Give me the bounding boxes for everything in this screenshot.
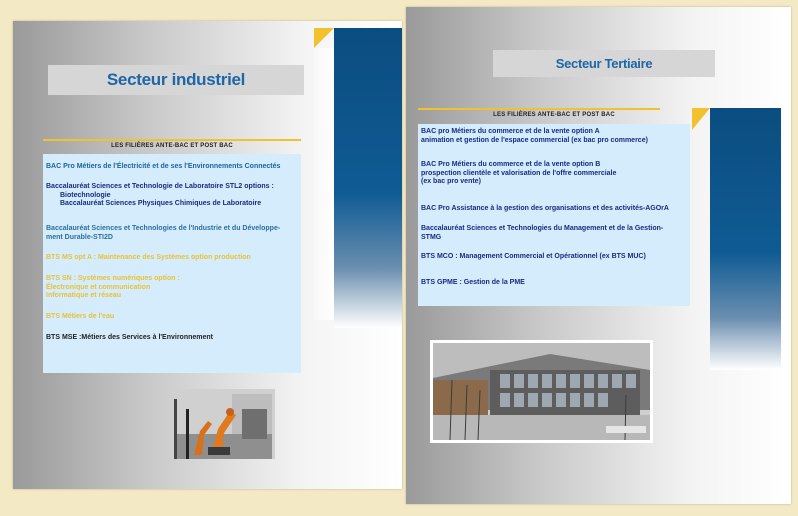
blue-panel-decoration	[334, 28, 402, 328]
program-item	[46, 313, 298, 322]
section-subheading: LES FILIÈRES ANTE-BAC ET POST BAC	[493, 112, 615, 118]
program-line: STMG	[421, 233, 442, 241]
program-item	[421, 205, 687, 214]
program-line: BAC Pro Métiers de l'Électricité et de ses l'Environnements Connectés	[46, 163, 281, 170]
programs-list	[43, 154, 301, 373]
program-line: BTS GPME : Gestion de la PME	[421, 279, 525, 286]
program-line: Baccalauréat Sciences et Technologies du Management et de la Gestion-	[421, 225, 664, 232]
program-line: Baccalauréat Sciences et Technologies de l'Industrie et du Développe-	[46, 225, 281, 232]
program-line: BTS MSE :Métiers des Services à l'Environnement	[46, 334, 213, 341]
industrial-sector-page	[13, 21, 402, 489]
school-building-photo	[430, 340, 653, 443]
program-line: Électronique et communication	[46, 283, 151, 291]
section-subheading: LES FILIÈRES ANTE-BAC ET POST BAC	[111, 143, 233, 149]
program-item	[421, 253, 687, 262]
program-item	[46, 225, 298, 242]
program-line: BAC pro Métiers du commerce et de la vente option A	[421, 128, 600, 135]
program-item	[421, 161, 687, 187]
program-line: BTS MCO : Management Commercial et Opérationnel (ex BTS MUC)	[421, 253, 646, 260]
section-divider	[418, 108, 660, 110]
program-item	[46, 275, 298, 301]
program-line: Informatique et réseau	[46, 292, 122, 300]
robot-workshop-photo	[172, 389, 275, 459]
white-panel-decoration	[314, 48, 334, 320]
program-item	[421, 279, 687, 288]
program-line: BTS Métiers de l'eau	[46, 313, 115, 320]
program-line: ment Durable-STI2D	[46, 233, 113, 241]
yellow-corner-decoration	[692, 108, 710, 130]
program-line: BTS MS opt A : Maintenance des Systèmes option production	[46, 254, 251, 261]
program-line: BTS SN : Systèmes numériques option :	[46, 275, 180, 282]
program-line: BAC Pro Métiers du commerce et de la vente option B	[421, 161, 601, 168]
program-line: (ex bac pro vente)	[421, 178, 481, 186]
program-line: Biotechnologie	[60, 191, 111, 199]
program-line: animation et gestion de l'espace commercial (ex bac pro commerce)	[421, 136, 648, 144]
programs-list	[418, 124, 690, 306]
program-item	[421, 225, 687, 242]
program-item	[421, 128, 687, 145]
tertiary-sector-page	[406, 7, 791, 504]
program-line: Baccalauréat Sciences Physiques Chimiques de Laboratoire	[60, 200, 262, 208]
program-item	[46, 163, 298, 172]
program-item	[46, 183, 298, 209]
page-title: Secteur Tertiaire	[555, 56, 653, 71]
yellow-corner-decoration	[314, 28, 334, 48]
program-item	[46, 254, 298, 263]
page-title: Secteur industriel	[106, 70, 246, 89]
program-item	[46, 334, 298, 343]
page-title-box	[48, 65, 304, 95]
blue-panel-decoration	[710, 108, 781, 370]
program-line: Baccalauréat Sciences et Technologie de Laboratoire STL2 options :	[46, 183, 274, 190]
program-line: BAC Pro Assistance à la gestion des organisations et des activités-AGOrA	[421, 205, 669, 212]
page-title-box	[493, 50, 715, 77]
program-line: prospection clientèle et valorisation de l'offre commerciale	[421, 169, 617, 177]
section-divider	[43, 139, 301, 141]
